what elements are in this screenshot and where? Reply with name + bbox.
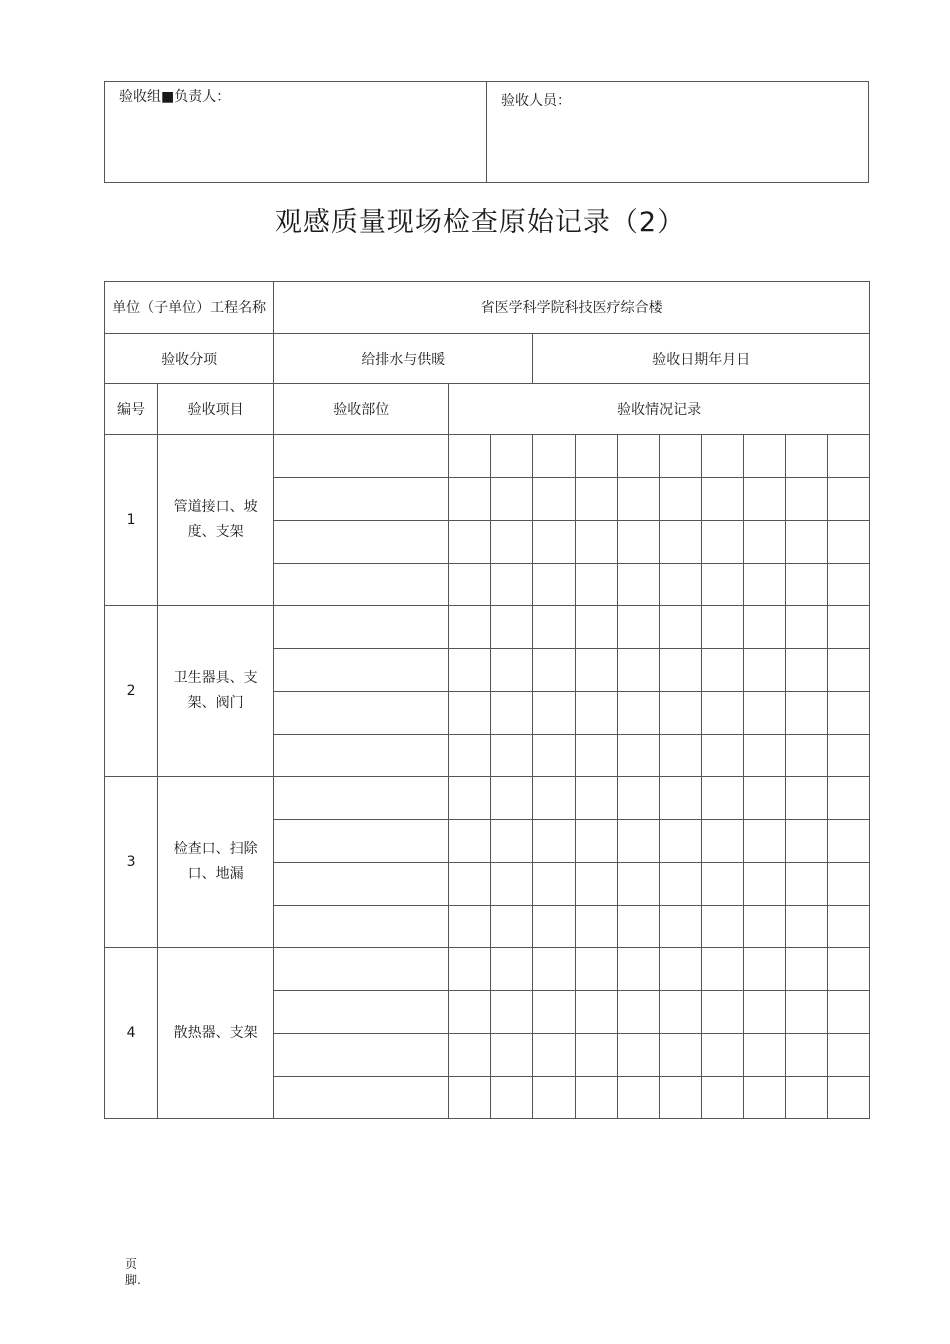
location-cell[interactable] <box>274 820 449 863</box>
group-number: 1 <box>105 435 158 606</box>
location-cell[interactable] <box>274 478 449 521</box>
record-cell[interactable] <box>701 521 743 564</box>
record-cell[interactable] <box>617 777 659 820</box>
record-cell[interactable] <box>533 777 575 820</box>
record-cell[interactable] <box>533 435 575 478</box>
record-cell[interactable] <box>533 606 575 649</box>
location-cell[interactable] <box>274 1034 449 1077</box>
record-cell[interactable] <box>701 435 743 478</box>
location-cell[interactable] <box>274 777 449 820</box>
footer-line-1: 页 <box>125 1257 138 1271</box>
record-cell[interactable] <box>701 1034 743 1077</box>
record-cell[interactable] <box>491 521 533 564</box>
record-cell[interactable] <box>575 692 617 735</box>
location-cell[interactable] <box>274 521 449 564</box>
project-name: 省医学科学院科技医疗综合楼 <box>274 282 870 334</box>
record-cell[interactable] <box>701 735 743 777</box>
record-cell[interactable] <box>743 692 785 735</box>
record-cell[interactable] <box>617 435 659 478</box>
record-cell[interactable] <box>449 564 491 606</box>
record-cell[interactable] <box>533 735 575 777</box>
location-cell[interactable] <box>274 863 449 906</box>
record-cell[interactable] <box>659 948 701 991</box>
group-item: 散热器、支架 <box>158 948 274 1119</box>
record-cell[interactable] <box>785 692 827 735</box>
record-cell[interactable] <box>617 820 659 863</box>
leader-label: 验收组■负责人： <box>119 89 231 105</box>
table-row <box>105 606 870 649</box>
col-header-no: 编号 <box>105 384 158 435</box>
record-cell[interactable] <box>533 649 575 692</box>
record-cell[interactable] <box>491 906 533 948</box>
record-cell[interactable] <box>575 863 617 906</box>
record-cell[interactable] <box>575 435 617 478</box>
record-cell[interactable] <box>701 692 743 735</box>
group-item: 检查口、扫除口、地漏 <box>158 777 274 948</box>
record-cell[interactable] <box>533 948 575 991</box>
record-cell[interactable] <box>701 777 743 820</box>
record-cell[interactable] <box>827 649 869 692</box>
record-cell[interactable] <box>575 521 617 564</box>
record-cell[interactable] <box>575 777 617 820</box>
record-cell[interactable] <box>659 606 701 649</box>
record-cell[interactable] <box>533 991 575 1034</box>
record-cell[interactable] <box>659 777 701 820</box>
record-cell[interactable] <box>701 478 743 521</box>
record-cell[interactable] <box>449 649 491 692</box>
record-cell[interactable] <box>575 820 617 863</box>
record-cell[interactable] <box>449 948 491 991</box>
record-cell[interactable] <box>659 1077 701 1119</box>
location-cell[interactable] <box>274 564 449 606</box>
record-cell[interactable] <box>785 777 827 820</box>
record-cell[interactable] <box>617 1034 659 1077</box>
record-cell[interactable] <box>743 820 785 863</box>
record-cell[interactable] <box>575 991 617 1034</box>
record-cell[interactable] <box>785 820 827 863</box>
record-cell[interactable] <box>827 863 869 906</box>
page-title: 观感质量现场检查原始记录（2） <box>274 207 686 238</box>
record-cell[interactable] <box>491 606 533 649</box>
record-cell[interactable] <box>827 478 869 521</box>
record-cell[interactable] <box>617 906 659 948</box>
record-cell[interactable] <box>449 863 491 906</box>
location-cell[interactable] <box>274 991 449 1034</box>
record-cell[interactable] <box>575 906 617 948</box>
record-cell[interactable] <box>491 863 533 906</box>
record-cell[interactable] <box>449 820 491 863</box>
record-cell[interactable] <box>659 692 701 735</box>
record-cell[interactable] <box>785 948 827 991</box>
record-cell[interactable] <box>449 478 491 521</box>
record-cell[interactable] <box>701 820 743 863</box>
record-cell[interactable] <box>827 606 869 649</box>
record-cell[interactable] <box>575 1034 617 1077</box>
group-number: 3 <box>105 777 158 948</box>
record-cell[interactable] <box>491 1077 533 1119</box>
inspection-table <box>104 281 870 1119</box>
col-header-item: 验收项目 <box>158 384 274 435</box>
record-cell[interactable] <box>491 948 533 991</box>
record-cell[interactable] <box>575 735 617 777</box>
record-cell[interactable] <box>743 906 785 948</box>
record-cell[interactable] <box>785 649 827 692</box>
record-cell[interactable] <box>617 863 659 906</box>
record-cell[interactable] <box>659 863 701 906</box>
record-cell[interactable] <box>827 435 869 478</box>
record-cell[interactable] <box>659 435 701 478</box>
record-cell[interactable] <box>575 478 617 521</box>
record-cell[interactable] <box>785 1077 827 1119</box>
record-cell[interactable] <box>533 820 575 863</box>
record-cell[interactable] <box>701 1077 743 1119</box>
record-cell[interactable] <box>659 521 701 564</box>
record-cell[interactable] <box>659 564 701 606</box>
record-cell[interactable] <box>491 735 533 777</box>
record-cell[interactable] <box>785 435 827 478</box>
record-cell[interactable] <box>827 735 869 777</box>
record-cell[interactable] <box>827 692 869 735</box>
record-cell[interactable] <box>449 606 491 649</box>
record-cell[interactable] <box>743 606 785 649</box>
signature-box <box>104 81 869 183</box>
record-cell[interactable] <box>743 564 785 606</box>
group-number: 4 <box>105 948 158 1119</box>
col-header-location: 验收部位 <box>274 384 449 435</box>
location-cell[interactable] <box>274 435 449 478</box>
record-cell[interactable] <box>449 735 491 777</box>
record-cell[interactable] <box>743 1077 785 1119</box>
record-cell[interactable] <box>491 991 533 1034</box>
record-cell[interactable] <box>533 564 575 606</box>
record-cell[interactable] <box>617 521 659 564</box>
record-cell[interactable] <box>617 564 659 606</box>
group-item: 卫生器具、支架、阀门 <box>158 606 274 777</box>
record-cell[interactable] <box>575 649 617 692</box>
location-cell[interactable] <box>274 1077 449 1119</box>
record-cell[interactable] <box>533 863 575 906</box>
record-cell[interactable] <box>617 606 659 649</box>
record-cell[interactable] <box>743 435 785 478</box>
record-cell[interactable] <box>785 991 827 1034</box>
record-cell[interactable] <box>491 1034 533 1077</box>
record-cell[interactable] <box>449 906 491 948</box>
record-cell[interactable] <box>575 948 617 991</box>
record-cell[interactable] <box>743 1034 785 1077</box>
record-cell[interactable] <box>617 692 659 735</box>
record-cell[interactable] <box>533 478 575 521</box>
record-cell[interactable] <box>617 1077 659 1119</box>
record-cell[interactable] <box>827 564 869 606</box>
record-cell[interactable] <box>659 478 701 521</box>
page-footer <box>125 1256 141 1288</box>
location-cell[interactable] <box>274 606 449 649</box>
record-cell[interactable] <box>785 478 827 521</box>
record-cell[interactable] <box>827 991 869 1034</box>
record-cell[interactable] <box>701 649 743 692</box>
record-cell[interactable] <box>491 564 533 606</box>
record-cell[interactable] <box>743 863 785 906</box>
record-cell[interactable] <box>743 521 785 564</box>
record-cell[interactable] <box>617 948 659 991</box>
record-cell[interactable] <box>827 820 869 863</box>
group-number: 2 <box>105 606 158 777</box>
record-cell[interactable] <box>617 991 659 1034</box>
unit-label: 单位（子单位）工程名称 <box>105 282 274 334</box>
record-cell[interactable] <box>743 649 785 692</box>
record-cell[interactable] <box>491 478 533 521</box>
record-cell[interactable] <box>701 991 743 1034</box>
record-cell[interactable] <box>449 1034 491 1077</box>
record-cell[interactable] <box>659 820 701 863</box>
col-header-record: 验收情况记录 <box>449 384 870 435</box>
location-cell[interactable] <box>274 692 449 735</box>
record-cell[interactable] <box>491 435 533 478</box>
record-cell[interactable] <box>701 948 743 991</box>
record-cell[interactable] <box>785 564 827 606</box>
record-cell[interactable] <box>533 521 575 564</box>
record-cell[interactable] <box>575 564 617 606</box>
record-cell[interactable] <box>701 863 743 906</box>
record-cell[interactable] <box>827 521 869 564</box>
record-cell[interactable] <box>533 1034 575 1077</box>
table-row <box>105 948 870 991</box>
record-cell[interactable] <box>491 692 533 735</box>
sub-item-label: 验收分项 <box>105 334 274 384</box>
record-cell[interactable] <box>659 735 701 777</box>
record-cell[interactable] <box>533 692 575 735</box>
record-cell[interactable] <box>785 906 827 948</box>
record-cell[interactable] <box>617 478 659 521</box>
record-cell[interactable] <box>743 777 785 820</box>
inspector-label: 验收人员： <box>486 82 868 182</box>
record-cell[interactable] <box>491 820 533 863</box>
record-cell[interactable] <box>827 1077 869 1119</box>
record-cell[interactable] <box>449 435 491 478</box>
record-cell[interactable] <box>449 777 491 820</box>
record-cell[interactable] <box>785 863 827 906</box>
record-cell[interactable] <box>449 521 491 564</box>
record-cell[interactable] <box>491 777 533 820</box>
record-cell[interactable] <box>491 649 533 692</box>
group-item: 管道接口、坡度、支架 <box>158 435 274 606</box>
record-cell[interactable] <box>575 606 617 649</box>
record-cell[interactable] <box>827 948 869 991</box>
record-cell[interactable] <box>701 606 743 649</box>
record-cell[interactable] <box>827 1034 869 1077</box>
record-cell[interactable] <box>743 478 785 521</box>
record-cell[interactable] <box>533 1077 575 1119</box>
record-cell[interactable] <box>701 564 743 606</box>
record-cell[interactable] <box>785 735 827 777</box>
location-cell[interactable] <box>274 906 449 948</box>
record-cell[interactable] <box>449 1077 491 1119</box>
record-cell[interactable] <box>617 735 659 777</box>
record-cell[interactable] <box>617 649 659 692</box>
record-cell[interactable] <box>785 606 827 649</box>
record-cell[interactable] <box>659 649 701 692</box>
record-cell[interactable] <box>827 777 869 820</box>
record-cell[interactable] <box>827 906 869 948</box>
table-row <box>105 435 870 478</box>
record-cell[interactable] <box>743 948 785 991</box>
sub-item-value: 给排水与供暖 <box>274 334 533 384</box>
acceptance-date: 验收日期年月日 <box>533 334 870 384</box>
record-cell[interactable] <box>659 991 701 1034</box>
record-cell[interactable] <box>785 521 827 564</box>
record-cell[interactable] <box>659 906 701 948</box>
record-cell[interactable] <box>785 1034 827 1077</box>
location-cell[interactable] <box>274 948 449 991</box>
record-cell[interactable] <box>449 692 491 735</box>
location-cell[interactable] <box>274 735 449 777</box>
record-cell[interactable] <box>701 906 743 948</box>
record-cell[interactable] <box>575 1077 617 1119</box>
record-cell[interactable] <box>743 991 785 1034</box>
record-cell[interactable] <box>533 906 575 948</box>
location-cell[interactable] <box>274 649 449 692</box>
record-cell[interactable] <box>743 735 785 777</box>
footer-line-2: 脚. <box>125 1273 141 1287</box>
table-row <box>105 777 870 820</box>
record-cell[interactable] <box>449 991 491 1034</box>
record-cell[interactable] <box>659 1034 701 1077</box>
